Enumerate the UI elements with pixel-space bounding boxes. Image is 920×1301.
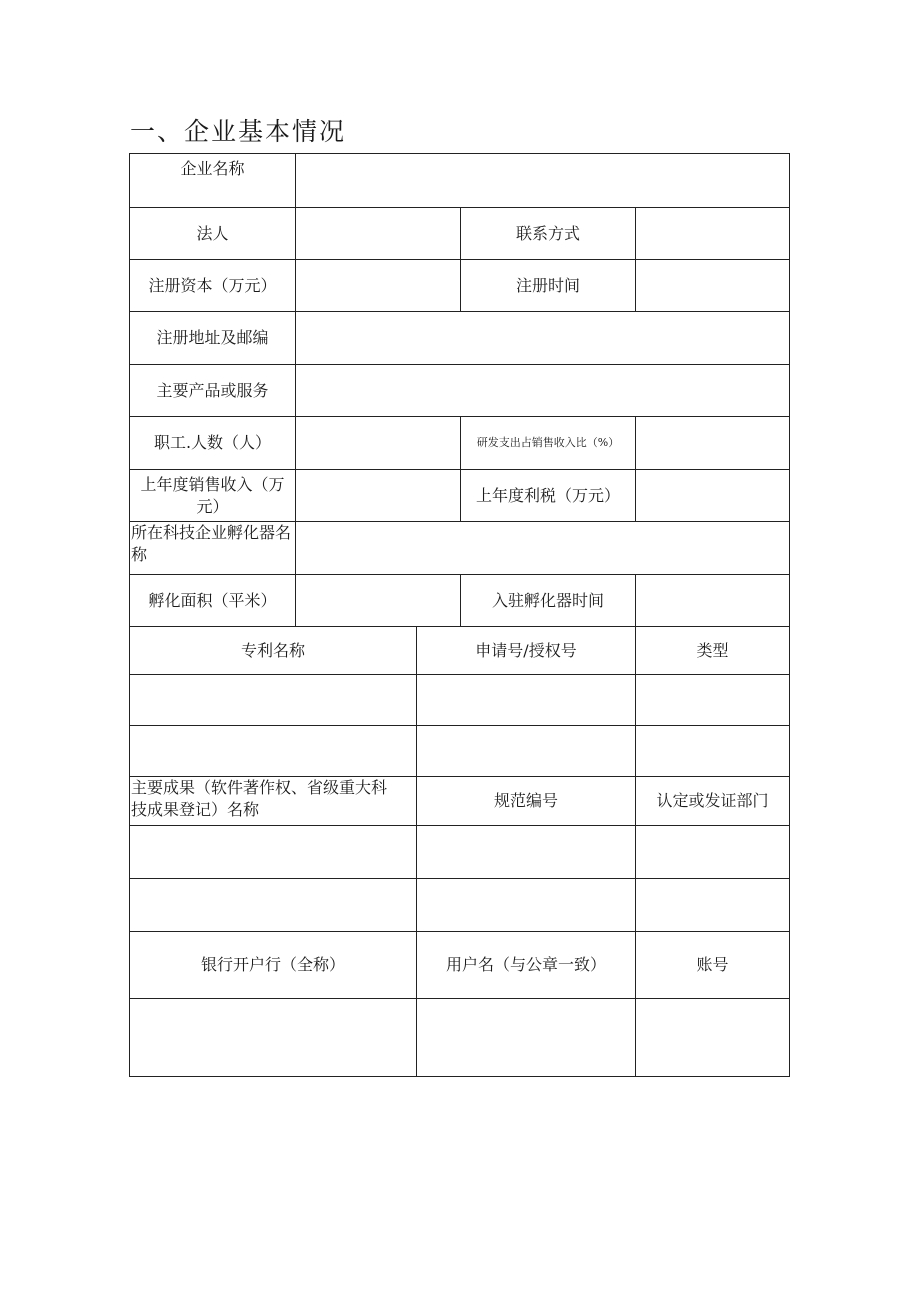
label-incubator-entry-time: 入驻孵化器时间 <box>460 574 636 627</box>
patent-row1-number[interactable] <box>416 674 636 726</box>
bank-row-username[interactable] <box>416 998 636 1077</box>
achievement-col-name-line1: 主要成果（软件著作权、省级重大科 <box>131 778 388 797</box>
input-legal-person[interactable] <box>295 207 461 260</box>
patent-col-type: 类型 <box>635 626 790 675</box>
bank-col-account: 账号 <box>635 931 790 999</box>
label-address-postcode: 注册地址及邮编 <box>129 311 296 365</box>
label-registered-capital: 注册资本（万元） <box>129 259 296 312</box>
label-incubation-area: 孵化面积（平米） <box>129 574 296 627</box>
patent-row2-type[interactable] <box>635 725 790 777</box>
label-incubator-name-line1: 所在科技企业孵化器名 <box>131 523 292 542</box>
label-employees: 职工.人数（人） <box>129 416 296 470</box>
label-last-year-revenue-line2: 元） <box>196 496 229 516</box>
achievement-row1-code[interactable] <box>416 825 636 879</box>
achievement-col-name-line2: 技成果登记）名称 <box>131 800 260 819</box>
input-incubator-name[interactable] <box>295 521 790 575</box>
patent-row2-name[interactable] <box>129 725 417 777</box>
input-company-name[interactable] <box>295 153 790 208</box>
patent-row2-number[interactable] <box>416 725 636 777</box>
input-employees[interactable] <box>295 416 461 470</box>
input-incubation-area[interactable] <box>295 574 461 627</box>
label-incubator-name-line2: 称 <box>131 545 148 564</box>
patent-col-name: 专利名称 <box>129 626 417 675</box>
achievement-col-name <box>129 776 417 826</box>
bank-col-bank: 银行开户行（全称） <box>129 931 417 999</box>
bank-row-account[interactable] <box>635 998 790 1077</box>
input-registration-time[interactable] <box>635 259 790 312</box>
input-contact[interactable] <box>635 207 790 260</box>
bank-col-username: 用户名（与公章一致） <box>416 931 636 999</box>
patent-row1-type[interactable] <box>635 674 790 726</box>
achievement-row2-code[interactable] <box>416 878 636 932</box>
label-company-name: 企业名称 <box>129 153 296 208</box>
label-incubator-name <box>129 521 296 575</box>
input-last-year-revenue[interactable] <box>295 469 461 522</box>
patent-col-number: 申请号/授权号 <box>416 626 636 675</box>
section-title: 一、企业基本情况 <box>130 117 347 146</box>
patent-row1-name[interactable] <box>129 674 417 726</box>
label-last-year-revenue <box>129 469 296 522</box>
label-main-products: 主要产品或服务 <box>129 364 296 417</box>
input-registered-capital[interactable] <box>295 259 461 312</box>
achievement-row2-name[interactable] <box>129 878 417 932</box>
achievement-row1-department[interactable] <box>635 825 790 879</box>
label-last-year-revenue-line1: 上年度销售收入（万 <box>140 474 285 494</box>
achievement-col-department: 认定或发证部门 <box>635 776 790 826</box>
achievement-row1-name[interactable] <box>129 825 417 879</box>
label-last-year-tax: 上年度利税（万元） <box>460 469 636 522</box>
input-rd-ratio[interactable] <box>635 416 790 470</box>
label-registration-time: 注册时间 <box>460 259 636 312</box>
bank-row-bank[interactable] <box>129 998 417 1077</box>
achievement-row2-department[interactable] <box>635 878 790 932</box>
label-legal-person: 法人 <box>129 207 296 260</box>
label-rd-ratio: 研发支出占销售收入比（%） <box>460 416 636 470</box>
input-main-products[interactable] <box>295 364 790 417</box>
input-last-year-tax[interactable] <box>635 469 790 522</box>
label-contact: 联系方式 <box>460 207 636 260</box>
achievement-col-code: 规范编号 <box>416 776 636 826</box>
input-incubator-entry-time[interactable] <box>635 574 790 627</box>
input-address-postcode[interactable] <box>295 311 790 365</box>
